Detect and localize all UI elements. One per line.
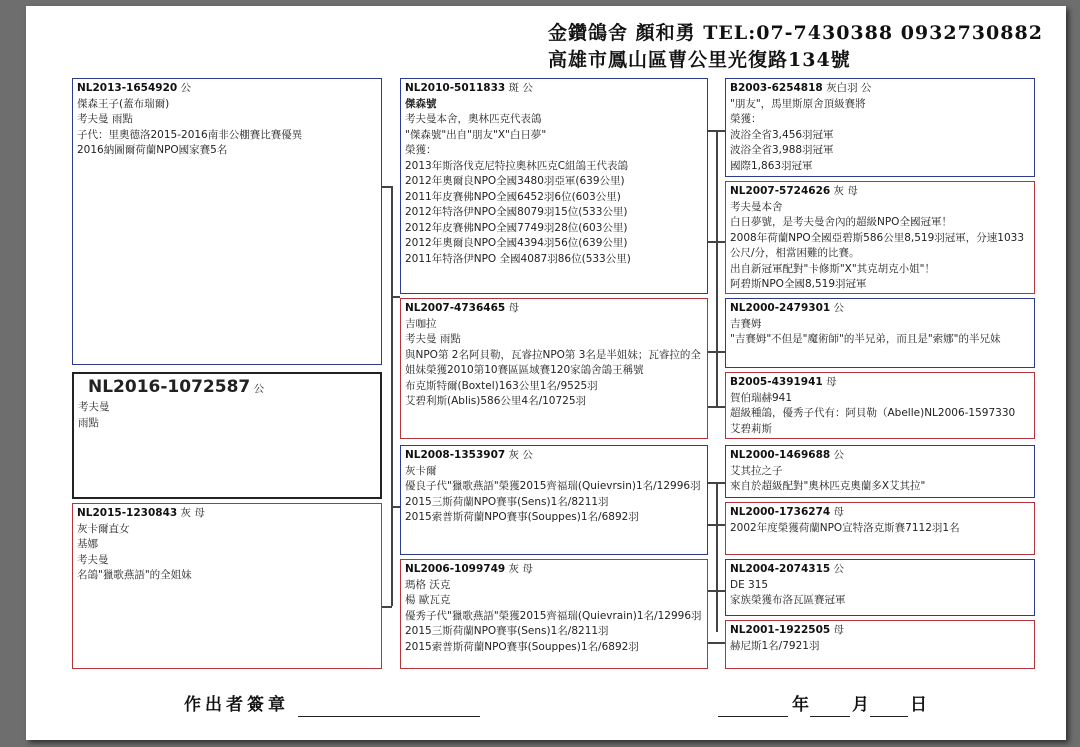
subject-sex: 公 — [253, 383, 265, 395]
dam-dam-line: 2015索普斯荷蘭NPO賽事(Souppes)1名/6892羽 — [405, 640, 639, 653]
ssd-line: 考夫曼本舍 — [730, 200, 783, 213]
connector-sds — [708, 351, 725, 353]
dam-line: 基娜 — [77, 538, 98, 550]
year-line — [718, 716, 788, 717]
day-line — [870, 716, 908, 717]
connector-sdd — [708, 406, 725, 408]
dam-sire-line: 灰卡爾 — [405, 464, 437, 477]
sire-dam-line: 艾碧利斯(Ablis)586公里4名/10725羽 — [405, 395, 587, 407]
subject-ring-number: NL2016-1072587 — [88, 377, 251, 397]
sss-sex: 灰白羽 公 — [826, 82, 872, 94]
dds-box — [725, 559, 1035, 616]
sds-sex: 公 — [833, 302, 845, 314]
sire-line: 2016納圖爾荷蘭NPO國家賽5名 — [77, 144, 228, 156]
sire-dam-sex: 母 — [508, 302, 520, 314]
ddd-sex: 母 — [833, 624, 845, 636]
header-address: 高雄市鳳山區曹公里光復路134號 — [548, 49, 851, 71]
sire-sire-line: 2012年特洛伊NPO全國8079羽15位(533公里) — [405, 206, 628, 218]
sss-ring-number: B2003-6254818 — [730, 82, 823, 94]
dam-line: 灰卡爾直女 — [77, 522, 130, 535]
sdd-line: 超級種鴿，優秀子代有：阿貝勒（Abelle)NL2006-1597330 — [730, 407, 1016, 419]
sss-line: 波浴全省3,456羽冠軍 — [730, 128, 834, 141]
header-loft-contact: 金鑽鴿舍 顏和勇 TEL:07-7430388 0932730882 — [548, 22, 1043, 44]
ddd-ring-number: NL2001-1922505 — [730, 624, 831, 636]
dam-dam-box — [400, 559, 708, 669]
sss-line: 國際1,863羽冠軍 — [730, 159, 813, 172]
day-label: 日 — [910, 695, 931, 715]
connector-right-upper — [716, 130, 718, 406]
dds-sex: 公 — [833, 563, 845, 575]
dds-line: DE 315 — [730, 578, 769, 591]
dss-line: 來自於超級配對"奧林匹克奧蘭多X艾其拉" — [730, 480, 926, 492]
sdd-line: 賀伯瑞赫941 — [730, 391, 793, 404]
sire-sire-line: 榮獲： — [405, 144, 437, 156]
ssd-line: 2008年荷蘭NPO全國亞碧斯586公里8,519羽冠軍，分速1033公尺/分，相當困難的比賽。 — [730, 231, 1024, 259]
dam-line: 考夫曼 — [77, 553, 109, 566]
connector-ssd — [708, 241, 725, 243]
sire-dam-line: 布克斯特爾(Boxtel)163公里1名/9525羽 — [405, 379, 598, 392]
dss-line: 艾其拉之子 — [730, 464, 783, 477]
dss-box — [725, 445, 1035, 498]
dsd-box — [725, 502, 1035, 555]
connector-dam — [382, 606, 392, 608]
dam-box — [72, 503, 382, 669]
connector-dss — [708, 482, 725, 484]
dam-dam-line: 楊 歐瓦克 — [405, 594, 451, 606]
dam-sire-line: 2015索普斯荷蘭NPO賽事(Souppes)1名/6892羽 — [405, 511, 639, 523]
sss-box — [725, 78, 1035, 177]
sire-sire-line: 考夫曼本舍，奧林匹克代表鴿 — [405, 113, 542, 125]
sdd-line: 艾碧莉斯 — [730, 422, 772, 435]
sdd-sex: 母 — [826, 376, 837, 388]
dam-sire-box — [400, 445, 708, 555]
connector-ddd — [708, 642, 725, 644]
connector-sss — [708, 130, 725, 132]
sire-sire-line: 2012年奧爾良NPO全國4394羽56位(639公里) — [405, 237, 628, 249]
dds-ring-number: NL2004-2074315 — [730, 563, 831, 575]
dam-line: 名鴿"獵歌燕語"的全姐妹 — [77, 569, 192, 581]
connector-ds — [391, 506, 400, 508]
sire-dam-line: 吉咖拉 — [405, 317, 437, 330]
ddd-box — [725, 620, 1035, 669]
sire-sire-ring-number: NL2010-5011833 — [405, 82, 506, 94]
dsd-sex: 母 — [833, 506, 845, 518]
sdd-ring-number: B2005-4391941 — [730, 376, 823, 388]
connector-main-vertical — [391, 186, 393, 606]
dam-dam-line: 優秀子代"獵歌燕語"榮獲2015齊福瑞(Quievrain)1名/12996羽 — [405, 609, 702, 622]
dam-sex: 灰 母 — [180, 507, 205, 519]
dam-ring-number: NL2015-1230843 — [77, 507, 178, 519]
sire-dam-ring-number: NL2007-4736465 — [405, 302, 506, 314]
connector-dsd — [708, 524, 725, 526]
pedigree-sheet — [26, 6, 1066, 740]
sire-sex: 公 — [180, 82, 192, 94]
ssd-line: 出自新冠軍配對"卡修斯"X"其克胡克小姐"！ — [730, 262, 936, 275]
dam-dam-sex: 灰 母 — [508, 563, 533, 575]
connector-dds — [708, 590, 725, 592]
dsd-ring-number: NL2000-1736274 — [730, 506, 831, 518]
sire-sire-box — [400, 78, 708, 294]
ssd-line: 白日夢號，是考夫曼舍內的超級NPO全國冠軍！ — [730, 216, 952, 228]
sire-dam-box — [400, 298, 708, 439]
sire-sire-line: 2012年奧爾良NPO全國3480羽亞軍(639公里) — [405, 175, 625, 187]
dam-sire-line: 優良子代"獵歌燕語"榮獲2015齊福瑞(Quievrsin)1名/12996羽 — [405, 480, 701, 492]
sss-line: 榮獲： — [730, 113, 762, 125]
sire-line: 傑森王子(蓋布瑞爾) — [77, 97, 170, 110]
connector-sire — [382, 186, 392, 188]
sire-line: 子代：里奧德洛2015-2016南非公棚賽比賽優異 — [77, 128, 303, 141]
month-label: 月 — [852, 695, 873, 715]
connector-right-lower — [716, 482, 718, 632]
dsd-line: 2002年度榮獲荷蘭NPO宣特洛克斯賽7112羽1名 — [730, 521, 960, 534]
sire-sire-sex: 斑 公 — [508, 82, 533, 94]
dss-ring-number: NL2000-1469688 — [730, 449, 831, 461]
dam-sire-line: 2015三斯荷蘭NPO賽事(Sens)1名/8211羽 — [405, 495, 609, 508]
sds-box — [725, 298, 1035, 368]
ssd-line: 阿碧斯NPO全國8,519羽冠軍 — [730, 278, 867, 290]
sds-line: "吉賽姆"不但是"魔術師"的半兄弟，而且是"索娜"的半兄妹 — [730, 333, 1001, 345]
dss-sex: 公 — [833, 449, 845, 461]
dam-dam-ring-number: NL2006-1099749 — [405, 563, 506, 575]
sire-sire-line: 2012年皮賽佛NPO全國7749羽28位(603公里) — [405, 221, 628, 234]
dam-dam-line: 瑪格 沃克 — [405, 578, 451, 591]
dds-line: 家族榮獲布洛瓦區賽冠軍 — [730, 594, 846, 606]
sire-line: 考夫曼 雨點 — [77, 113, 133, 125]
sss-line: "朋友"，馬里斯原舍頂級賽將 — [730, 97, 866, 110]
sire-sire-line: 2011年皮賽佛NPO全國6452羽6位(603公里) — [405, 190, 621, 203]
sire-sire-line: 2011年特洛伊NPO 全國4087羽86位(533公里) — [405, 252, 631, 265]
sdd-box — [725, 372, 1035, 439]
sire-sire-name: 傑森號 — [405, 97, 437, 110]
signature-label: 作出者簽章 — [184, 695, 289, 715]
ssd-box — [725, 181, 1035, 294]
ssd-ring-number: NL2007-5724626 — [730, 185, 831, 197]
sss-line: 波浴全省3,988羽冠軍 — [730, 144, 834, 156]
sire-dam-line: 考夫曼 雨點 — [405, 333, 461, 345]
sire-dam-line: 與NPO第 2名阿貝勒，瓦睿拉NPO第 3名是半姐妹；瓦睿拉的全姐妹榮獲2010第10賽區區域賽120家鴿舍鴿王稱號 — [405, 348, 701, 376]
sire-sire-line: 2013年斯洛伐克尼特拉奧林匹克C組鴿王代表鴿 — [405, 159, 629, 172]
sds-line: 吉賽姆 — [730, 317, 762, 330]
sire-sire-line: "傑森號"出自"朋友"X"白日夢" — [405, 128, 547, 141]
dam-sire-sex: 灰 公 — [508, 449, 533, 461]
connector-ss — [391, 296, 400, 298]
subject-box — [72, 372, 382, 499]
dam-dam-line: 2015三斯荷蘭NPO賽事(Sens)1名/8211羽 — [405, 625, 609, 637]
ddd-line: 赫尼斯1名/7921羽 — [730, 639, 820, 652]
signature-line — [298, 716, 480, 717]
month-line — [810, 716, 850, 717]
subject-line: 雨點 — [78, 416, 99, 429]
sire-box — [72, 78, 382, 365]
subject-line: 考夫曼 — [78, 401, 110, 413]
ssd-sex: 灰 母 — [833, 185, 858, 197]
sire-ring-number: NL2013-1654920 — [77, 82, 178, 94]
sds-ring-number: NL2000-2479301 — [730, 302, 831, 314]
dam-sire-ring-number: NL2008-1353907 — [405, 449, 506, 461]
year-label: 年 — [792, 695, 813, 715]
